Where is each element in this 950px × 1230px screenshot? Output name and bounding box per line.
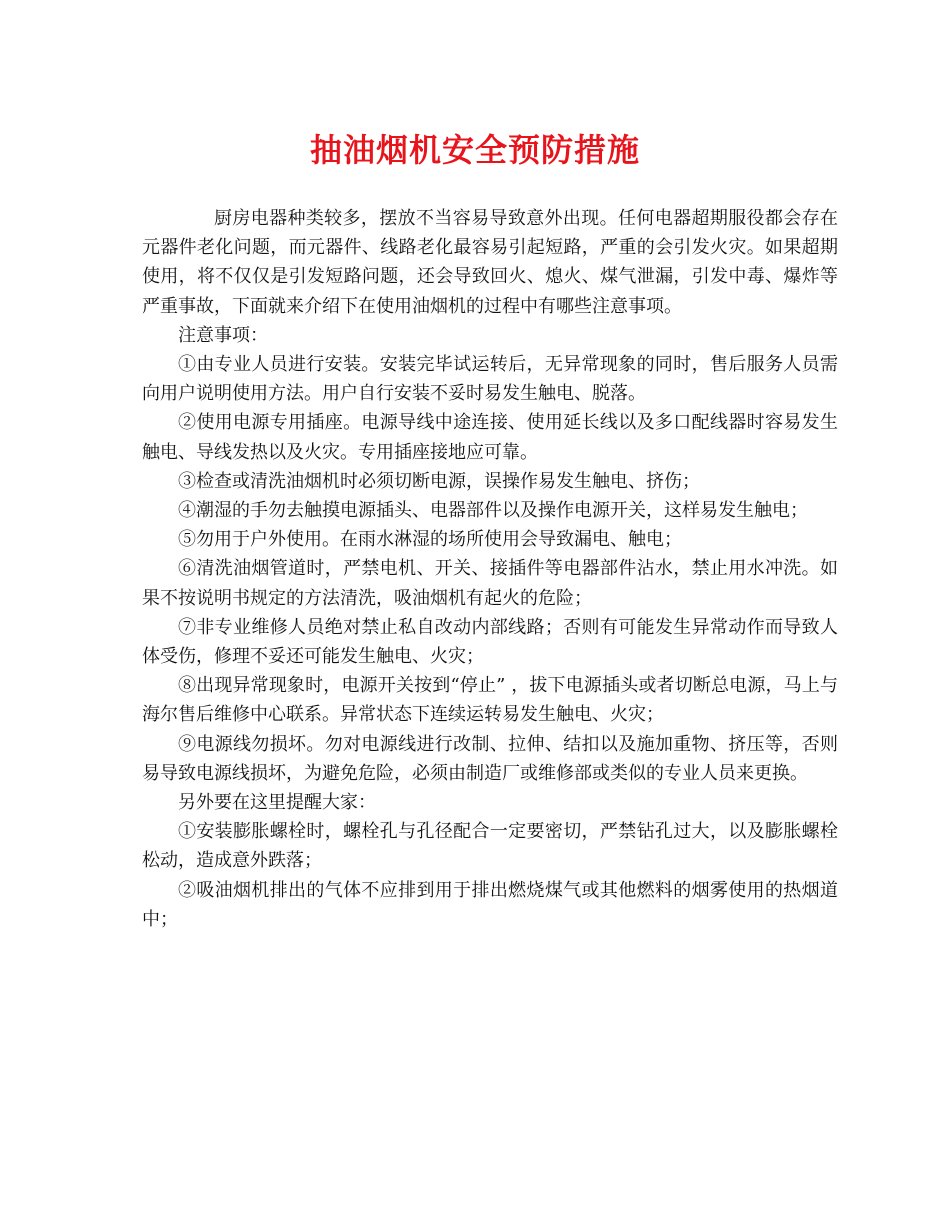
paragraph-note-1: ①由专业人员进行安装。安装完毕试运转后，无异常现象的同时，售后服务人员需向用户说明使用方法。用户自行安装不妥时易发生触电、脱落。 — [142, 354, 838, 405]
paragraph-note-7: ⑦非专业维修人员绝对禁止私自改动内部线路；否则有可能发生异常动作而导致人体受伤，修理不妥还可能发生触电、火灾； — [142, 616, 838, 668]
paragraph-note-8: ⑧出现异常现象时，电源开关按到“停止” ，拔下电源插头或者切断总电源，马上与海尔售后维修中心联系。异常状态下连续运转易发生触电、火灾； — [142, 675, 838, 726]
document-body — [142, 204, 838, 934]
paragraph-reminder-heading: 另外要在这里提醒大家： — [178, 792, 376, 814]
paragraph-notes-heading: 注意事项： — [178, 324, 268, 346]
paragraph-note-2: ②使用电源专用插座。电源导线中途连接、使用延长线以及多口配线器时容易发生触电、导线发热以及火灾。专用插座接地应可靠。 — [142, 412, 838, 463]
paragraph-reminder-1: ①安装膨胀螺栓时，螺栓孔与孔径配合一定要密切，严禁钻孔过大，以及膨胀螺栓松动，造成意外跌落； — [142, 821, 838, 872]
paragraph-note-6: ⑥清洗油烟管道时，严禁电机、开关、接插件等电器部件沾水，禁止用水冲洗。如果不按说明书规定的方法清洗，吸油烟机有起火的危险； — [142, 558, 838, 609]
paragraph-note-5: ⑤勿用于户外使用。在雨水淋湿的场所使用会导致漏电、触电； — [178, 529, 682, 551]
paragraph-note-4: ④潮湿的手勿去触摸电源插头、电器部件以及操作电源开关，这样易发生触电； — [178, 500, 808, 522]
paragraph-note-3: ③检查或清洗油烟机时必须切断电源，误操作易发生触电、挤伤； — [178, 470, 700, 492]
document-title: 抽油烟机安全预防措施 — [309, 131, 640, 169]
paragraph-note-9: ⑨电源线勿损坏。勿对电源线进行改制、拉伸、结扣以及施加重物、挤压等，否则易导致电源线损坏，为避免危险，必须由制造厂或维修部或类似的专业人员来更换。 — [142, 733, 838, 784]
paragraph-reminder-2: ②吸油烟机排出的气体不应排到用于排出燃烧煤气或其他燃料的烟雾使用的热烟道中； — [142, 879, 838, 930]
paragraph-intro: 厨房电器种类较多，摆放不当容易导致意外出现。任何电器超期服役都会存在元器件老化问题，而元器件、线路老化最容易引起短路，严重的会引发火灾。如果超期使用，将不仅仅是引发短路问题，还会导致回火、熄火、煤气泄漏，引发中毒、爆炸等严重事故，下面就来介绍下在使用油烟机的过程中有哪些注意事项。 — [142, 208, 838, 317]
